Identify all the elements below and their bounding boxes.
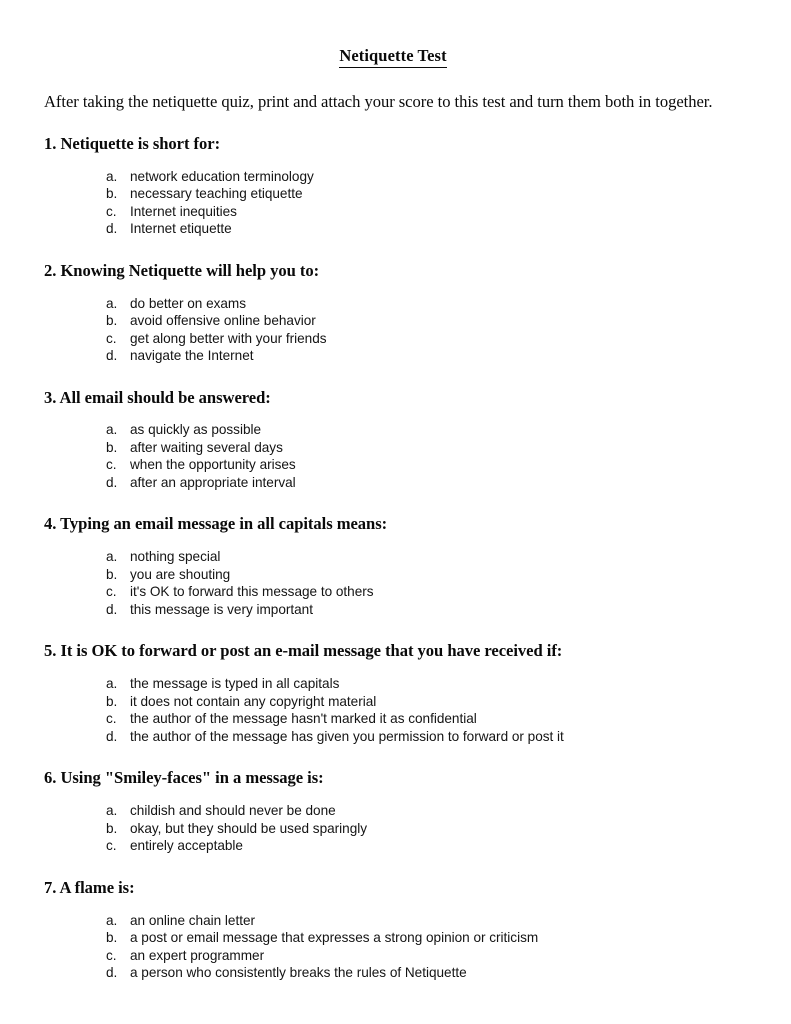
answer-option-list xyxy=(43,295,743,365)
answer-option-text: network education terminology xyxy=(130,168,314,184)
answer-option-marker: d. xyxy=(106,965,118,981)
answer-option[interactable] xyxy=(43,675,743,693)
answer-option-text: it's OK to forward this message to others xyxy=(130,584,374,600)
answer-option-text: an expert programmer xyxy=(130,947,265,963)
answer-option[interactable] xyxy=(43,474,743,492)
answer-option-marker: d. xyxy=(106,221,118,237)
page-title xyxy=(43,44,743,68)
answer-option[interactable] xyxy=(43,837,743,855)
answer-option[interactable] xyxy=(43,168,743,186)
answer-option-text: after an appropriate interval xyxy=(130,474,296,490)
answer-option-text: avoid offensive online behavior xyxy=(130,313,316,329)
question-block xyxy=(43,388,743,492)
answer-option-list xyxy=(43,548,743,618)
answer-option[interactable] xyxy=(43,929,743,947)
answer-option-text: an online chain letter xyxy=(130,912,256,928)
answer-option[interactable] xyxy=(43,802,743,820)
answer-option[interactable] xyxy=(43,548,743,566)
answer-option-text: the author of the message hasn't marked it as confidential xyxy=(130,711,477,727)
questions-container xyxy=(43,134,743,982)
answer-option-marker: a. xyxy=(106,168,118,184)
answer-option-text: Internet etiquette xyxy=(130,221,232,237)
answer-option[interactable] xyxy=(43,203,743,221)
answer-option-marker: d. xyxy=(106,474,118,490)
answer-option-text: do better on exams xyxy=(130,295,247,311)
answer-option-text: childish and should never be done xyxy=(130,803,336,819)
answer-option-text: okay, but they should be used sparingly xyxy=(130,820,368,836)
question-heading: 5. It is OK to forward or post an e-mail message that you have received if: xyxy=(44,641,563,661)
answer-option[interactable] xyxy=(43,220,743,238)
page-title-text: Netiquette Test xyxy=(339,46,446,68)
answer-option-marker: c. xyxy=(106,947,117,963)
answer-option[interactable] xyxy=(43,295,743,313)
answer-option-marker: b. xyxy=(106,566,118,582)
answer-option-marker: b. xyxy=(106,313,118,329)
answer-option-text: you are shouting xyxy=(130,566,231,582)
answer-option-marker: c. xyxy=(106,203,117,219)
answer-option-text: when the opportunity arises xyxy=(130,457,296,473)
answer-option-text: the message is typed in all capitals xyxy=(130,676,340,692)
question-block xyxy=(43,768,743,854)
answer-option[interactable] xyxy=(43,710,743,728)
answer-option[interactable] xyxy=(43,566,743,584)
answer-option-text: the author of the message has given you permission to forward or post it xyxy=(130,728,564,744)
answer-option-text: a person who consistently breaks the rules of Netiquette xyxy=(130,965,467,981)
answer-option-text: as quickly as possible xyxy=(130,422,262,438)
question-heading: 1. Netiquette is short for: xyxy=(44,133,221,153)
answer-option-marker: a. xyxy=(106,295,118,311)
intro-paragraph: After taking the netiquette quiz, print and attach your score to this test and turn them both in together. xyxy=(44,91,713,111)
answer-option-marker: d. xyxy=(106,601,118,617)
question-block xyxy=(43,878,743,982)
question-heading: 7. A flame is: xyxy=(44,877,135,897)
answer-option-marker: a. xyxy=(106,912,118,928)
answer-option[interactable] xyxy=(43,347,743,365)
question-heading: 6. Using "Smiley-faces" in a message is: xyxy=(44,768,324,788)
answer-option-marker: c. xyxy=(106,711,117,727)
answer-option[interactable] xyxy=(43,456,743,474)
answer-option-text: necessary teaching etiquette xyxy=(130,186,303,202)
answer-option[interactable] xyxy=(43,421,743,439)
answer-option-list xyxy=(43,421,743,491)
answer-option-marker: a. xyxy=(106,549,118,565)
answer-option[interactable] xyxy=(43,728,743,746)
answer-option-marker: b. xyxy=(106,693,118,709)
answer-option-list xyxy=(43,675,743,745)
answer-option[interactable] xyxy=(43,947,743,965)
answer-option[interactable] xyxy=(43,601,743,619)
answer-option-marker: d. xyxy=(106,348,118,364)
answer-option-list xyxy=(43,802,743,855)
answer-option-marker: c. xyxy=(106,584,117,600)
answer-option-text: Internet inequities xyxy=(130,203,237,219)
answer-option-marker: a. xyxy=(106,676,118,692)
answer-option[interactable] xyxy=(43,693,743,711)
answer-option-list xyxy=(43,912,743,982)
question-heading: 3. All email should be answered: xyxy=(44,387,271,407)
question-block xyxy=(43,261,743,365)
answer-option[interactable] xyxy=(43,583,743,601)
answer-option[interactable] xyxy=(43,312,743,330)
answer-option-marker: a. xyxy=(106,803,118,819)
answer-option-marker: b. xyxy=(106,930,118,946)
answer-option-text: get along better with your friends xyxy=(130,330,327,346)
answer-option-text: entirely acceptable xyxy=(130,838,243,854)
answer-option-text: nothing special xyxy=(130,549,221,565)
answer-option-text: a post or email message that expresses a strong opinion or criticism xyxy=(130,930,539,946)
answer-option[interactable] xyxy=(43,185,743,203)
answer-option[interactable] xyxy=(43,439,743,457)
answer-option-text: after waiting several days xyxy=(130,439,283,455)
question-block xyxy=(43,514,743,618)
answer-option-list xyxy=(43,168,743,238)
answer-option-marker: c. xyxy=(106,330,117,346)
question-heading: 4. Typing an email message in all capitals means: xyxy=(44,514,388,534)
question-block xyxy=(43,134,743,238)
answer-option-marker: b. xyxy=(106,820,118,836)
question-heading: 2. Knowing Netiquette will help you to: xyxy=(44,260,320,280)
answer-option[interactable] xyxy=(43,964,743,982)
answer-option-text: it does not contain any copyright material xyxy=(130,693,377,709)
answer-option-text: this message is very important xyxy=(130,601,313,617)
answer-option[interactable] xyxy=(43,330,743,348)
question-block xyxy=(43,641,743,745)
answer-option-marker: b. xyxy=(106,439,118,455)
answer-option-marker: c. xyxy=(106,457,117,473)
answer-option[interactable] xyxy=(43,912,743,930)
answer-option-marker: c. xyxy=(106,838,117,854)
answer-option-marker: d. xyxy=(106,728,118,744)
answer-option[interactable] xyxy=(43,820,743,838)
answer-option-marker: a. xyxy=(106,422,118,438)
answer-option-text: navigate the Internet xyxy=(130,348,254,364)
answer-option-marker: b. xyxy=(106,186,118,202)
